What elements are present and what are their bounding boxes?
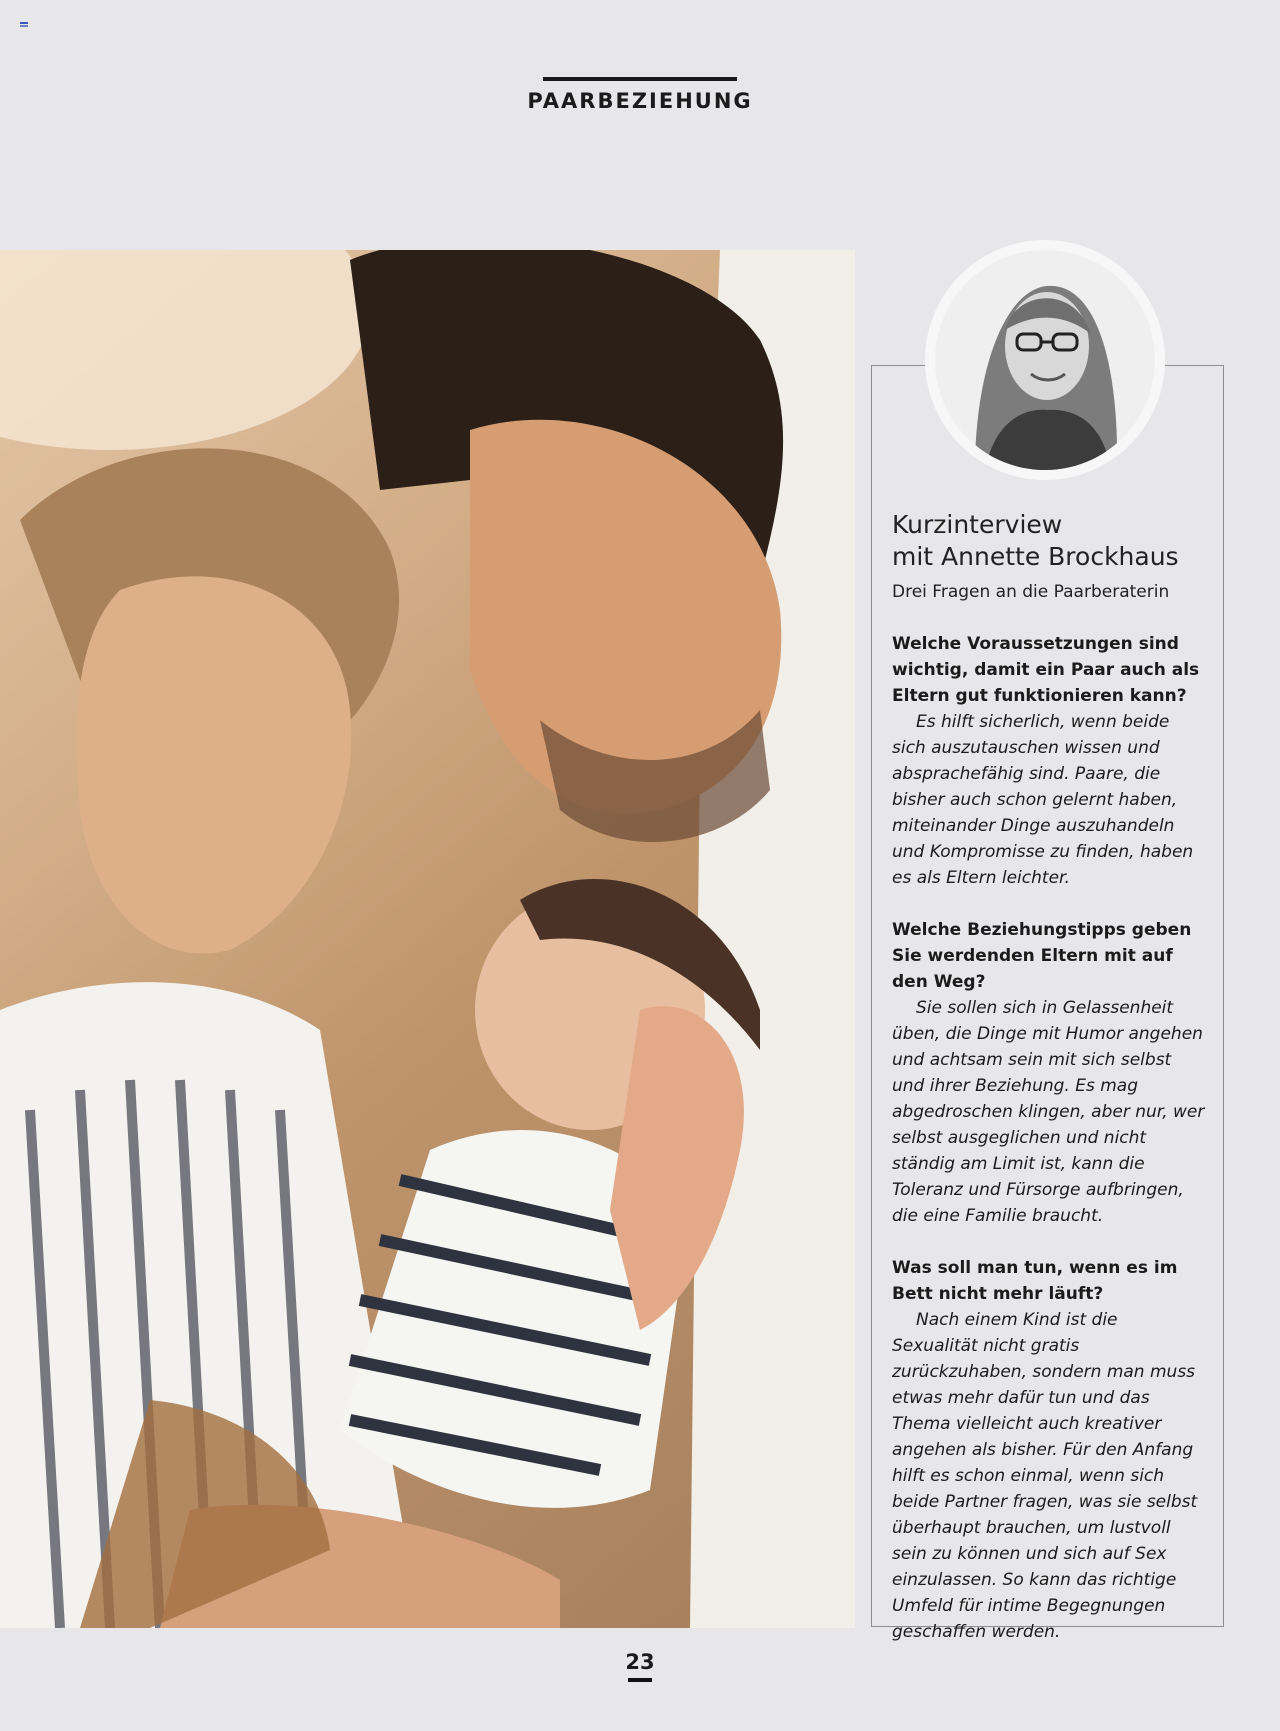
interview-title-line2: mit Annette Brockhaus xyxy=(892,542,1179,571)
family-photo xyxy=(0,250,855,1628)
question: Welche Beziehungstipps geben Sie werdenden Eltern mit auf den Weg? xyxy=(892,920,1192,992)
portrait-photo xyxy=(925,240,1165,480)
corner-mark-icon xyxy=(20,22,28,27)
section-title: PAARBEZIEHUNG xyxy=(527,89,753,113)
question: Was soll man tun, wenn es im Bett nicht mehr läuft? xyxy=(892,1258,1178,1304)
page-rule xyxy=(628,1678,652,1682)
answer: Es hilft sicherlich, wenn beide sich auszutauschen wissen und absprachefähig sind. Paare, die bisher auch schon gelernt haben, miteinander Dinge auszuhandeln und Kompromisse zu finden, haben es als Eltern leichter. xyxy=(892,712,1194,888)
interview-subtitle: Drei Fragen an die Paarberaterin xyxy=(892,582,1170,602)
answer: Nach einem Kind ist die Sexualität nicht gratis zurückzuhaben, sondern man muss etwas mehr dafür tun und das Thema vielleicht auch kreativer angehen als bisher. Für den Anfang hilft es schon einmal, wenn sich beide Partner fragen, was sie selbst überhaupt brauchen, um lustvoll sein zu können und sich auf Sex einzulassen. So kann das richtige Umfeld für intime Begegnungen geschaffen werden. xyxy=(892,1310,1198,1642)
interview-title xyxy=(892,509,1205,573)
section-header xyxy=(0,77,1280,113)
page-footer xyxy=(0,1650,1280,1682)
qa-item xyxy=(892,917,1205,1229)
question: Welche Voraussetzungen sind wichtig, damit ein Paar auch als Eltern gut funktionieren kann? xyxy=(892,634,1200,706)
interview-title-line1: Kurzinterview xyxy=(892,510,1063,539)
qa-item xyxy=(892,631,1205,891)
section-rule xyxy=(543,77,737,81)
interview-content xyxy=(892,509,1205,1671)
page-number: 23 xyxy=(625,1650,655,1674)
qa-item xyxy=(892,1255,1205,1645)
interview-box xyxy=(871,365,1224,1642)
answer: Sie sollen sich in Gelassenheit üben, die Dinge mit Humor angehen und achtsam sein mit sich selbst und ihrer Beziehung. Es mag abgedroschen klingen, aber nur, wer selbst ausgeglichen und nicht ständig am Limit ist, kann die Toleranz und Fürsorge aufbringen, die eine Familie braucht. xyxy=(892,998,1205,1226)
